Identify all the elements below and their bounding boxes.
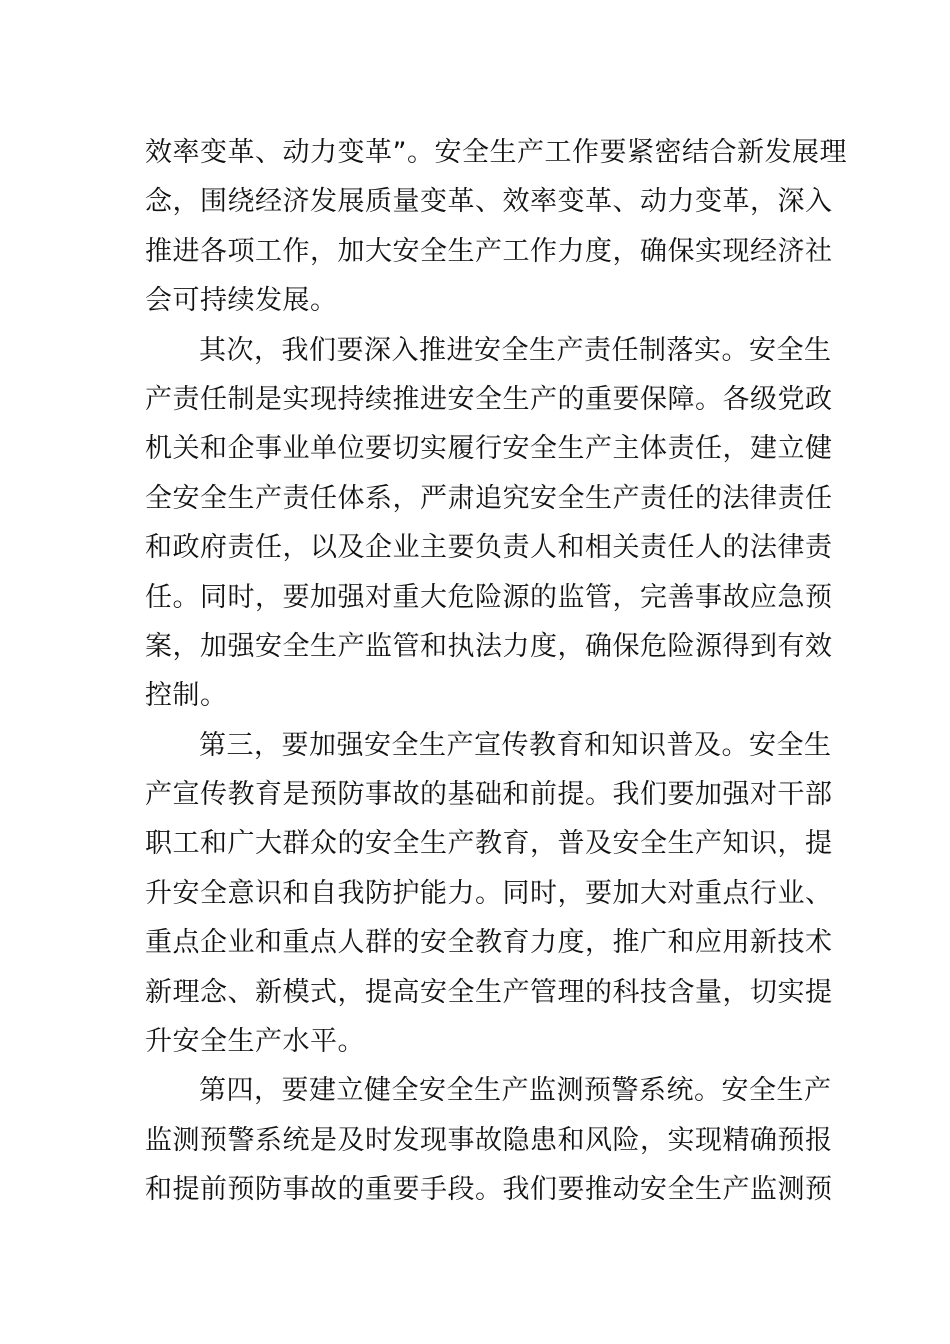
paragraph-first-line: 第三，要加强安全生产宣传教育和知识普及。安全生 [199, 729, 832, 761]
text-line: 控制。 [145, 680, 228, 712]
text-line: 任。同时，要加强对重大危险源的监管，完善事故应急预 [145, 581, 833, 613]
text-line: 重点企业和重点人群的安全教育力度，推广和应用新技术 [145, 927, 833, 959]
text-line: 和政府责任，以及企业主要负责人和相关责任人的法律责 [145, 532, 833, 564]
text-line: 监测预警系统是及时发现事故隐患和风险，实现精确预报 [145, 1124, 833, 1156]
text-line: 推进各项工作，加大安全生产工作力度，确保实现经济社 [145, 235, 833, 267]
text-line: 案，加强安全生产监管和执法力度，确保危险源得到有效 [145, 630, 833, 662]
text-line: 新理念、新模式，提高安全生产管理的科技含量，切实提 [145, 976, 833, 1008]
text-line: 职工和广大群众的安全生产教育，普及安全生产知识，提 [145, 828, 833, 860]
document-body [145, 128, 847, 1215]
text-line: 机关和企事业单位要切实履行安全生产主体责任，建立健 [145, 433, 833, 465]
text-line: 念，围绕经济发展质量变革、效率变革、动力变革，深入 [145, 186, 833, 218]
text-line: 升安全意识和自我防护能力。同时，要加大对重点行业、 [145, 877, 833, 909]
text-line: 和提前预防事故的重要手段。我们要推动安全生产监测预 [145, 1174, 833, 1206]
paragraph-first-line: 其次，我们要深入推进安全生产责任制落实。安全生 [199, 334, 832, 366]
paragraph-first-line: 第四，要建立健全安全生产监测预警系统。安全生产 [199, 1075, 832, 1107]
text-line: 效率变革、动力变革”。安全生产工作要紧密结合新发展理 [145, 137, 847, 168]
text-line: 全安全生产责任体系，严肃追究安全生产责任的法律责任 [145, 482, 833, 514]
text-line: 会可持续发展。 [145, 285, 338, 317]
text-line: 产责任制是实现持续推进安全生产的重要保障。各级党政 [145, 383, 833, 415]
text-line: 产宣传教育是预防事故的基础和前提。我们要加强对干部 [145, 779, 833, 811]
text-line: 升安全生产水平。 [145, 1026, 365, 1058]
